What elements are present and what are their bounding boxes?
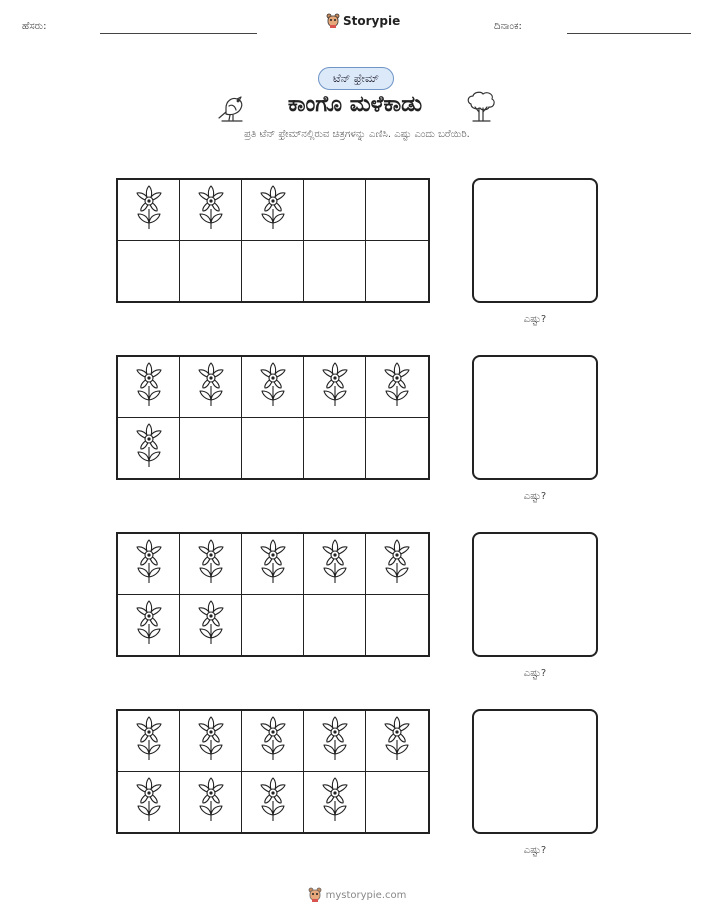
- flower-icon: [318, 539, 352, 589]
- answer-box[interactable]: [472, 709, 598, 834]
- brand-logo: [326, 13, 400, 29]
- name-label: ಹೆಸರು:: [22, 21, 47, 32]
- flower-icon: [318, 716, 352, 766]
- ten-frame-cell: [118, 595, 180, 656]
- ten-frame-cell: [304, 534, 366, 595]
- footer-url: mystorypie.com: [325, 889, 407, 901]
- ten-frame-cell: [242, 357, 304, 418]
- ten-frame-cell: [304, 711, 366, 772]
- ten-frame-cell: [180, 711, 242, 772]
- worksheet-title: ಕಾಂಗೊ ಮಳೆಕಾಡು: [287, 92, 423, 117]
- ten-frame: [116, 709, 430, 834]
- ten-frame: [116, 355, 430, 480]
- footer: [0, 887, 714, 903]
- topic-badge: ಟೆನ್ ಫ್ರೇಮ್: [318, 67, 394, 90]
- ten-frame-cell: [366, 772, 428, 833]
- ten-frame-cell: [242, 180, 304, 241]
- ten-frame-cell: [118, 711, 180, 772]
- ten-frame: [116, 178, 430, 303]
- flower-icon: [256, 716, 290, 766]
- ten-frame-cell: [118, 772, 180, 833]
- ten-frame-cell: [242, 418, 304, 479]
- ten-frame-cell: [118, 357, 180, 418]
- flower-icon: [194, 185, 228, 235]
- ten-frame-cell: [304, 241, 366, 302]
- flower-icon: [380, 716, 414, 766]
- name-field[interactable]: [100, 33, 257, 34]
- ten-frame-cell: [242, 595, 304, 656]
- storypie-mascot-icon: [308, 887, 322, 903]
- date-field[interactable]: [567, 33, 691, 34]
- ten-frame-cell: [180, 357, 242, 418]
- flower-icon: [194, 777, 228, 827]
- flower-icon: [256, 185, 290, 235]
- ten-frame-cell: [242, 241, 304, 302]
- ten-frame: [116, 532, 430, 657]
- answer-box[interactable]: [472, 355, 598, 480]
- ten-frame-cell: [118, 180, 180, 241]
- ten-frame-cell: [242, 772, 304, 833]
- how-many-label: ಎಷ್ಟು?: [523, 845, 547, 856]
- ten-frame-cell: [304, 772, 366, 833]
- ten-frame-cell: [366, 357, 428, 418]
- answer-box[interactable]: [472, 532, 598, 657]
- flower-icon: [318, 362, 352, 412]
- ten-frame-cell: [304, 595, 366, 656]
- ten-frame-cell: [180, 180, 242, 241]
- ten-frame-cell: [242, 711, 304, 772]
- flower-icon: [318, 777, 352, 827]
- ten-frame-cell: [304, 180, 366, 241]
- flower-icon: [132, 362, 166, 412]
- ten-frame-cell: [180, 418, 242, 479]
- ten-frame-cell: [180, 772, 242, 833]
- ten-frame-cell: [118, 534, 180, 595]
- flower-icon: [194, 600, 228, 650]
- tree-icon: [464, 90, 498, 124]
- flower-icon: [194, 539, 228, 589]
- how-many-label: ಎಷ್ಟು?: [523, 314, 547, 325]
- flower-icon: [194, 716, 228, 766]
- flower-icon: [132, 716, 166, 766]
- bird-icon: [216, 90, 250, 124]
- flower-icon: [132, 185, 166, 235]
- how-many-label: ಎಷ್ಟು?: [523, 491, 547, 502]
- ten-frame-cell: [118, 418, 180, 479]
- flower-icon: [132, 600, 166, 650]
- ten-frame-cell: [366, 534, 428, 595]
- ten-frame-cell: [366, 595, 428, 656]
- flower-icon: [256, 362, 290, 412]
- ten-frame-cell: [118, 241, 180, 302]
- ten-frame-cell: [366, 711, 428, 772]
- flower-icon: [380, 539, 414, 589]
- ten-frame-cell: [242, 534, 304, 595]
- flower-icon: [256, 539, 290, 589]
- flower-icon: [132, 423, 166, 473]
- ten-frame-cell: [366, 418, 428, 479]
- storypie-mascot-icon: [326, 13, 340, 29]
- how-many-label: ಎಷ್ಟು?: [523, 668, 547, 679]
- instruction-text: ಪ್ರತಿ ಟೆನ್ ಫ್ರೇಮ್‌ನಲ್ಲಿರುವ ಚಿತ್ರಗಳನ್ನು ಎಣಿಸಿ. ಎಷ್ಟು ಎಂದು ಬರೆಯಿರಿ.: [244, 129, 470, 140]
- ten-frame-cell: [366, 241, 428, 302]
- ten-frame-cell: [304, 418, 366, 479]
- ten-frame-cell: [180, 595, 242, 656]
- ten-frame-cell: [366, 180, 428, 241]
- date-label: ದಿನಾಂಕ:: [494, 21, 522, 32]
- ten-frame-cell: [180, 241, 242, 302]
- flower-icon: [256, 777, 290, 827]
- ten-frame-cell: [304, 357, 366, 418]
- brand-name: Storypie: [343, 14, 401, 28]
- flower-icon: [132, 777, 166, 827]
- answer-box[interactable]: [472, 178, 598, 303]
- ten-frame-cell: [180, 534, 242, 595]
- flower-icon: [380, 362, 414, 412]
- flower-icon: [194, 362, 228, 412]
- flower-icon: [132, 539, 166, 589]
